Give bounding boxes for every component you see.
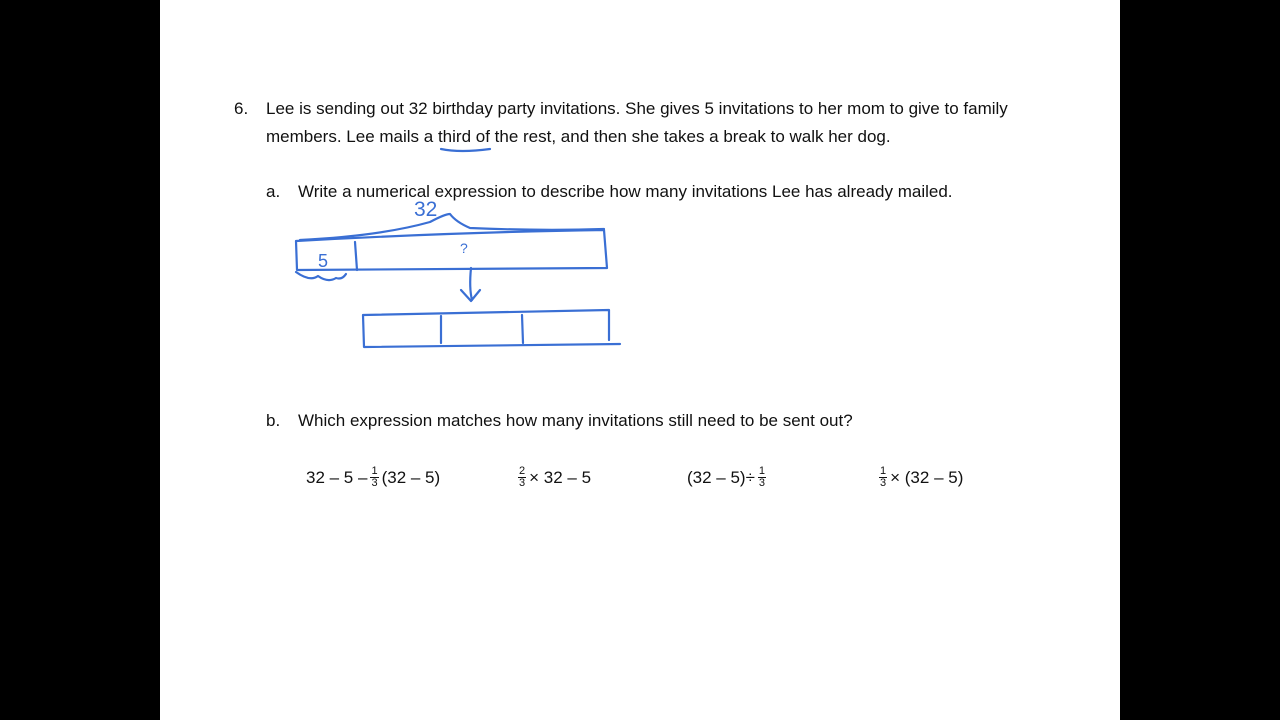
choice-1-numerator: 1 <box>371 465 378 477</box>
worksheet-page <box>160 0 1120 720</box>
total-label: 32 <box>414 198 438 221</box>
part-a-question: Write a numerical expression to describe how many invitations Lee has already mailed. <box>298 182 953 201</box>
choice-2-denominator: 3 <box>519 477 526 489</box>
tape-diagram-divider <box>355 242 357 270</box>
choice-2-numerator: 2 <box>519 465 526 477</box>
bottom-divider-2 <box>522 315 523 343</box>
part-label: 5 <box>318 251 329 271</box>
problem-text-line-1: Lee is sending out 32 birthday party invitations. She gives 5 invitations to her mom to give to family <box>266 99 1008 118</box>
unknown-label: ? <box>460 240 468 256</box>
choice-1-after: (32 – 5) <box>381 467 441 487</box>
part-b-question: Which expression matches how many invitations still need to be sent out? <box>298 411 853 430</box>
third-underline <box>441 149 490 151</box>
problem-text-line-2: members. Lee mails a third of the rest, and then she takes a break to walk her dog. <box>266 127 891 146</box>
tape-diagram-bottom-bar <box>363 310 620 347</box>
down-arrow <box>461 268 480 301</box>
part-a-letter: a. <box>266 182 281 201</box>
part-b-letter: b. <box>266 411 281 430</box>
part-brace <box>296 272 346 280</box>
problem-number: 6. <box>234 99 249 118</box>
choice-4-denominator: 3 <box>880 477 887 489</box>
choice-2-after: × 32 – 5 <box>529 467 592 487</box>
choice-3-numerator: 1 <box>758 465 766 477</box>
total-brace <box>300 214 604 240</box>
choice-1-before: 32 – 5 – <box>306 467 368 487</box>
choice-3-denominator: 3 <box>758 477 766 489</box>
choice-1-denominator: 3 <box>371 477 378 489</box>
choice-3-before: (32 – 5)÷ <box>687 467 755 487</box>
choice-4-after: × (32 – 5) <box>890 467 964 487</box>
choice-4-numerator: 1 <box>880 465 887 477</box>
handwritten-annotations <box>160 0 1120 720</box>
